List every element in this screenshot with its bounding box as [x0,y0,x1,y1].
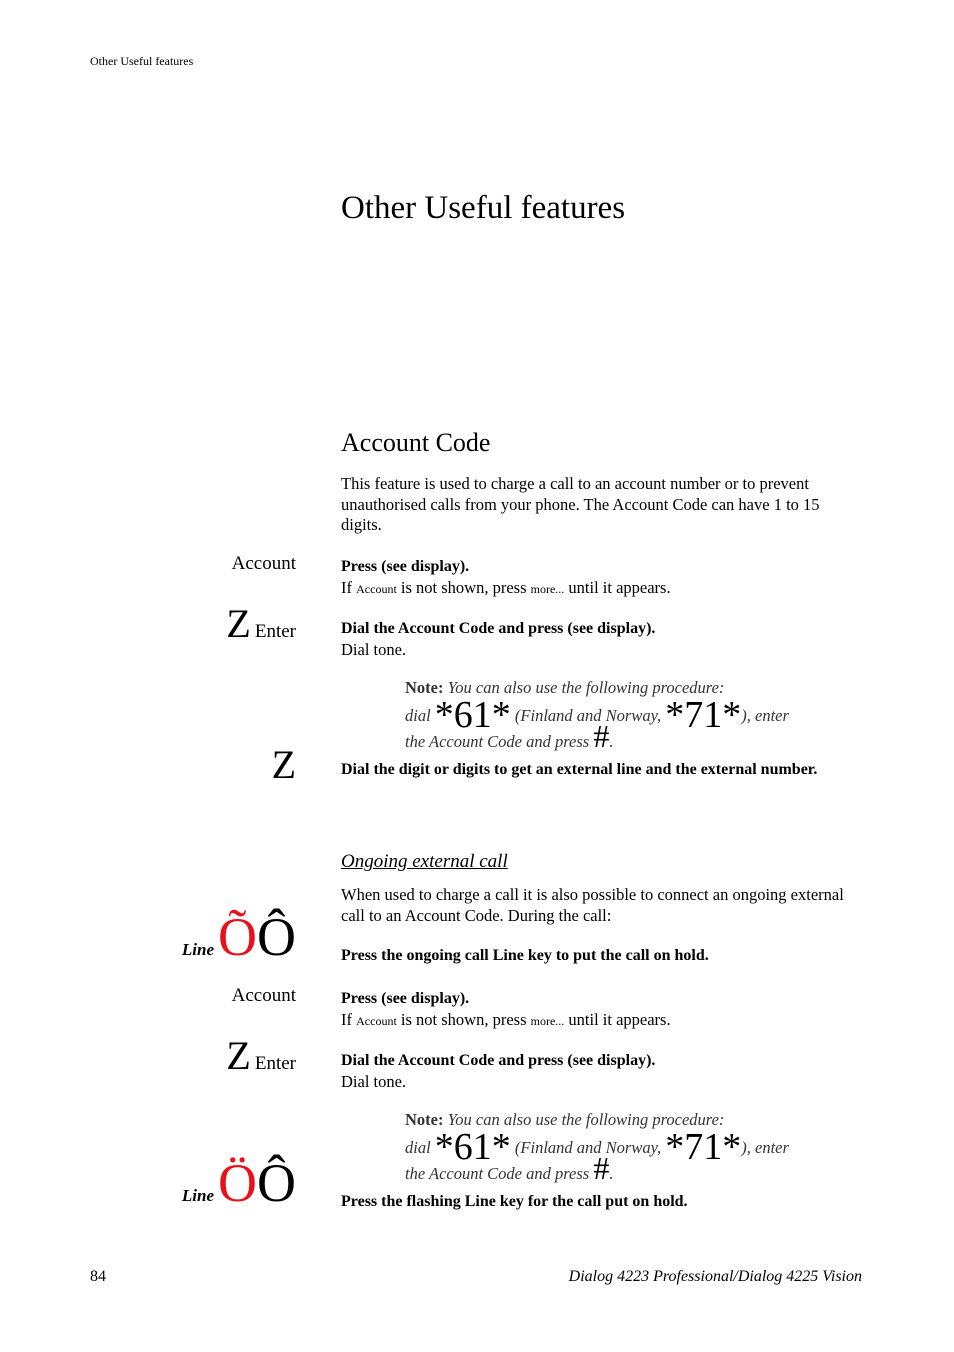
line-key-icon: Ô [257,1153,296,1213]
line-key-flash [181,1153,296,1213]
account-key-label: Account [231,553,296,574]
keypad-enter-row [226,1033,296,1078]
keypad-enter-row [226,601,296,646]
step-account-press-2: Press (see display). If Account is not shown, press more... until it appears. [341,990,671,1029]
subsection-heading: Ongoing external call [341,851,508,872]
step-press-flashing: Press the flashing Line key for the call put on hold. [341,1193,688,1210]
keypad-icon: Z [271,742,296,787]
line-lamp-icon: Õ [218,907,257,967]
enter-key-label: Enter [254,1053,296,1074]
note-box: Note: You can also use the following procedure: dial *61* (Finland and Norway, *71*), enter the Account Code and press #. [405,1110,789,1186]
step-dial-account-2: Dial the Account Code and press (see display). Dial tone. [341,1052,656,1091]
page-number: 84 [90,1268,106,1285]
note-box: Note: You can also use the following procedure: dial *61* (Finland and Norway, *71*), enter the Account Code and press #. [405,678,789,754]
step-dial-account: Dial the Account Code and press (see display). Dial tone. [341,620,656,659]
line-key-label: Line [181,940,214,959]
section-heading: Account Code [341,428,491,457]
keypad-icon: Z [226,1033,251,1078]
step-account-press: Press (see display). If Account is not shown, press more... until it appears. [341,558,671,597]
step-press-hold: Press the ongoing call Line key to put the call on hold. [341,947,709,964]
keypad-icon: Z [226,601,251,646]
running-header: Other Useful features [90,54,194,68]
footer-doc-title: Dialog 4223 Professional/Dialog 4225 Vision [568,1268,862,1285]
page-title: Other Useful features [341,190,626,226]
line-lamp-flash-icon: Ö [218,1153,257,1213]
line-key-icon: Ô [257,907,296,967]
account-key-label: Account [231,985,296,1006]
enter-key-label: Enter [254,621,296,642]
line-key-label: Line [181,1186,214,1205]
subsection-intro: When used to charge a call it is also possible to connect an ongoing external call to an Account Code. During the call: [341,885,844,925]
step-dial-external: Dial the digit or digits to get an external line and the external number. [341,761,818,778]
line-key-hold [181,907,296,967]
section-intro: This feature is used to charge a call to an account number or to prevent unauthorised calls from your phone. The Account Code can have 1 to 15 digits. [341,474,820,534]
